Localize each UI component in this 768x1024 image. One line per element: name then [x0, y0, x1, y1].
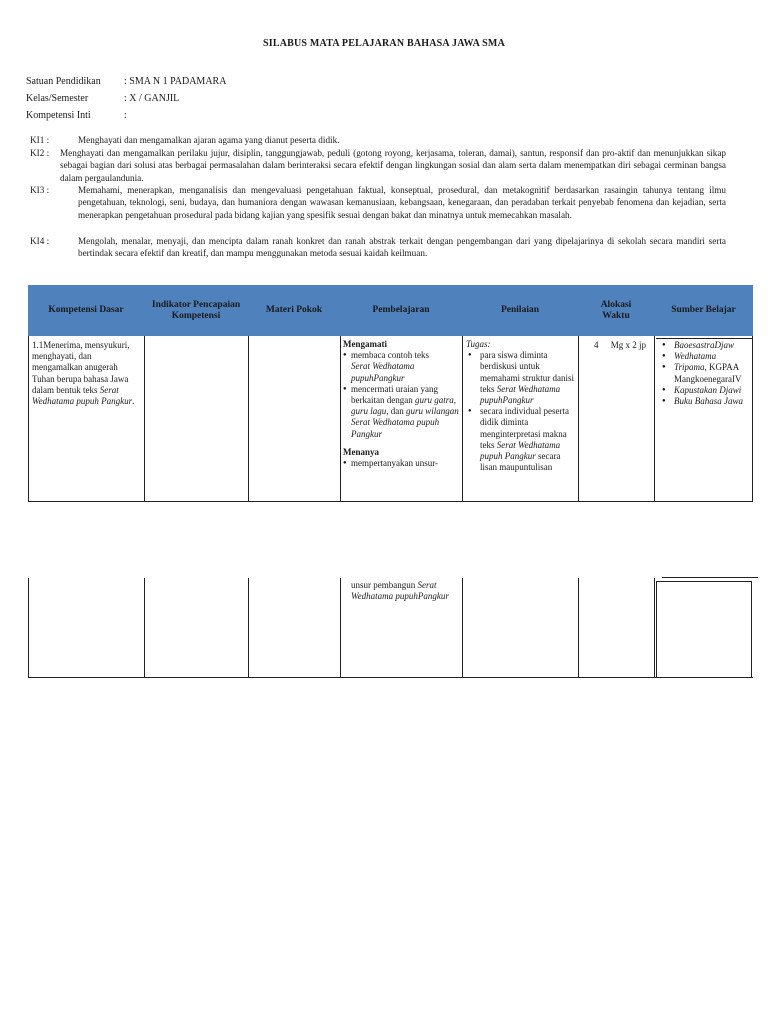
list-item: ● BaoesastraDjaw — [660, 340, 754, 351]
table-border — [462, 336, 463, 502]
table-border — [248, 578, 249, 678]
ki-label: KI4 : — [30, 236, 50, 246]
alokasi-cell — [594, 340, 652, 351]
table-border — [578, 578, 579, 678]
sumber-cell — [660, 340, 754, 407]
table-border — [144, 578, 145, 678]
header-materi-pokok: Materi Pokok — [265, 305, 323, 315]
table-border — [662, 577, 758, 578]
cont-text-italic: Serat Wedhatama pupuhPangkur — [351, 580, 449, 602]
ki-label: KI3 : — [30, 185, 50, 195]
meta-key: Satuan Pendidikan — [26, 76, 101, 87]
table-border — [28, 336, 29, 502]
table-border — [28, 677, 753, 678]
table-border — [340, 336, 341, 502]
ki-label: KI1 : — [30, 135, 50, 145]
header-alokasi-waktu: Alokasi Waktu — [600, 299, 632, 321]
header-indikator: Indikator Pencapaian Kompetensi — [151, 299, 241, 321]
table-border — [578, 336, 579, 502]
header-penilaian: Penilaian — [500, 305, 539, 315]
table-border — [654, 578, 655, 678]
table-border — [248, 336, 249, 502]
table-header — [28, 285, 753, 336]
ki-3 — [30, 184, 726, 221]
meta-value: : SMA N 1 PADAMARA — [124, 76, 227, 87]
tugas-label: Tugas: — [466, 339, 491, 349]
table-border — [28, 578, 29, 678]
mengamati-label: Mengamati — [343, 339, 387, 349]
list-item: ● Kapustakan Djawi — [660, 385, 754, 396]
alokasi-num: 4 — [594, 340, 599, 350]
table-border — [656, 581, 752, 582]
meta-key: Kelas/Semester — [26, 93, 89, 104]
table-border — [340, 578, 341, 678]
ki-2 — [30, 147, 726, 184]
table-border — [144, 336, 145, 502]
meta-key: Kompetensi Inti — [26, 110, 91, 121]
kd-text-end: . — [132, 396, 135, 407]
meta-value: : — [124, 110, 127, 121]
ki-1 — [30, 134, 726, 146]
header-sumber-belajar: Sumber Belajar — [671, 305, 736, 315]
list-item: ● Buku Bahasa Jawa — [660, 396, 754, 407]
table-border — [28, 501, 753, 502]
alokasi-unit: Mg x 2 jp — [610, 340, 647, 350]
list-item: ● para siswa diminta berdiskusi untuk memahami struktur danisi teks Serat Wedhatama pupuhPangkur — [466, 350, 574, 406]
table-border — [654, 336, 655, 502]
cont-text: unsur pembangun — [351, 580, 418, 590]
ki-label: KI2 : — [30, 148, 50, 158]
list-item: ● secara individual peserta didik diminta menginterpretasi makna teks Serat Wedhatama pupuh Pangkur secara lisan maupuntulisan — [466, 406, 574, 473]
kd-text: 1.1Menerima, mensyukuri, menghayati, dan mengamalkan anugerah Tuhan berupa bahasa Jawa dalam bentuk teks — [32, 340, 130, 395]
table-border — [656, 581, 657, 678]
header-kompetensi-dasar: Kompetensi Dasar — [48, 305, 124, 315]
ki-text: Mengolah, menalar, menyaji, dan mencipta dalam ranah konkret dan ranah abstrak terkait dengan pengembangan dari yang dipelajarinya di sekolah secara mandiri serta bertindak secara efektif dan kreatif, dan mampu menggunakan metoda sesuai kaidah keilmuan. — [78, 236, 726, 259]
list-item: ● mencermati uraian yang berkaitan dengan guru gatra, guru lagu, dan guru wilangan Serat Wedhatama pupuh Pangkur — [343, 384, 459, 440]
kd-text-italic: Serat Wedhatama pupuh Pangkur — [32, 384, 133, 407]
meta-value: : X / GANJIL — [124, 93, 180, 104]
kd-cell — [32, 340, 140, 407]
ki-text: Menghayati dan mengamalkan perilaku jujur, disiplin, tanggungjawab, peduli (gotong royong, kerjasama, toleran, damai), santun, responsif dan pro-aktif dan menunjukkan sikap sebagai bagian dari solusi atas berbagai permasalahan dalam berinteraksi secara efektif dengan lingkungan sosial dan alam serta dalam menempatkan diri sebagai cerminan bangsa dalam pergaulandunia. — [60, 148, 726, 183]
ki-text: Menghayati dan mengamalkan ajaran agama yang dianut peserta didik. — [78, 135, 340, 145]
header-pembelajaran: Pembelajaran — [372, 305, 430, 315]
menanya-label: Menanya — [343, 446, 379, 457]
pembelajaran-continued — [351, 580, 457, 602]
table-border — [751, 581, 752, 678]
page-title: SILABUS MATA PELAJARAN BAHASA JAWA SMA — [263, 38, 505, 49]
list-item: ● mempertanyakan unsur- — [343, 458, 459, 469]
table-border — [462, 578, 463, 678]
list-item: ● Tripama, KGPAA MangkoenegaraIV — [660, 362, 754, 384]
pembelajaran-cell — [343, 339, 459, 469]
ki-4 — [30, 235, 726, 260]
list-item: ● membaca contoh teks Serat Wedhatama pupuhPangkur — [343, 350, 459, 384]
table-border — [656, 338, 752, 339]
penilaian-cell — [466, 339, 574, 501]
ki-text: Memahami, menerapkan, menganalisis dan mengevaluasi pengetahuan faktual, konseptual, prosedural, dan metakognitif berdasarkan rasaingin tahunya tentang ilmu pengetahuan, teknologi, seni, budaya, dan humaniora dengan wawasan kemanusiaan, kebangsaan, kenegaraan, dan peradaban terkait penyebab fenomena dan kejadian, serta menerapkan pengetahuan prosedural pada bidang kajian yang spesifik sesuai dengan bakat dan minatnya untuk memecahkan masalah. — [78, 185, 726, 220]
list-item: ● Wedhatama — [660, 351, 754, 362]
